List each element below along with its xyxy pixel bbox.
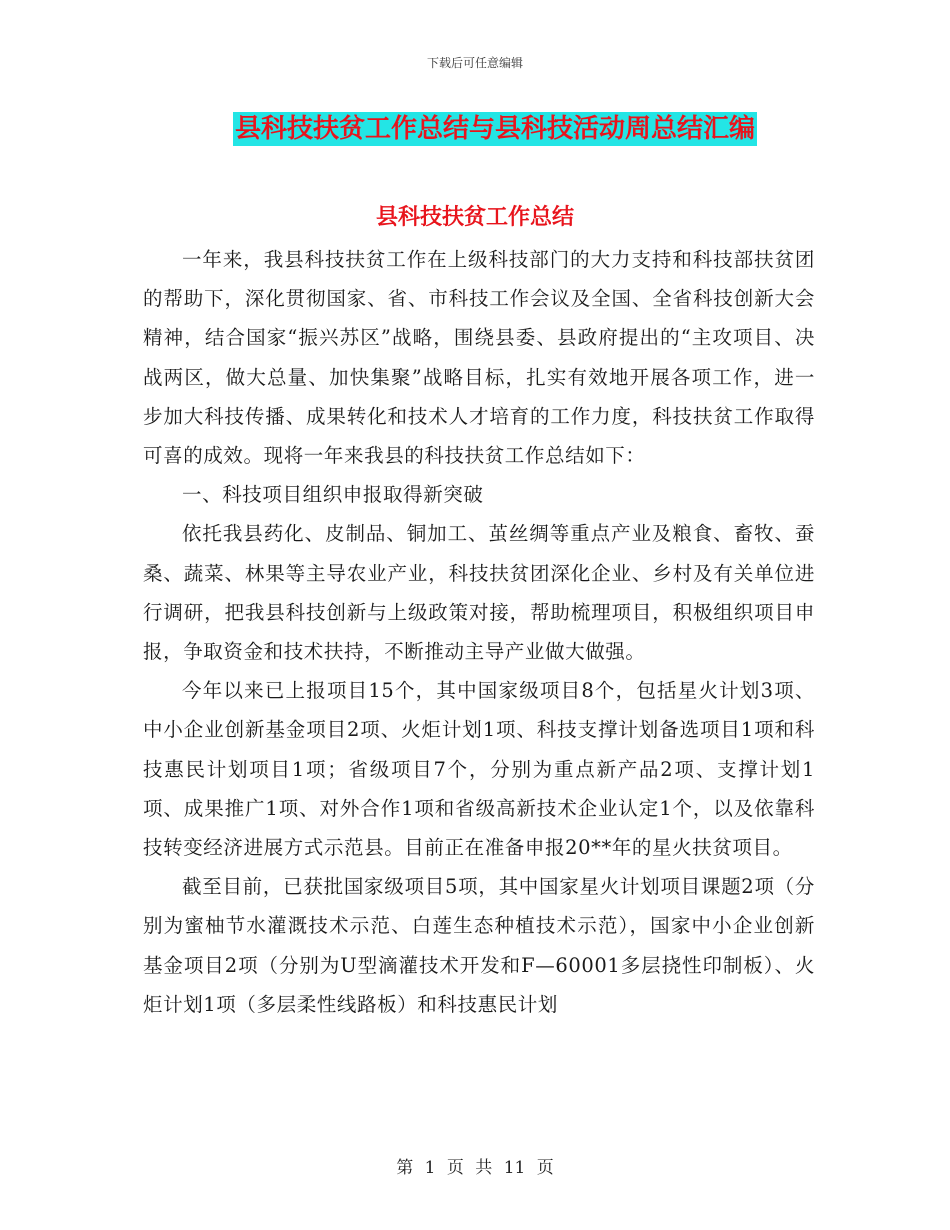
page-header-note: 下载后可任意编辑 [426,56,523,70]
paragraph-industries: 依托我县药化、皮制品、铜加工、茧丝绸等重点产业及粮食、畜牧、蚕桑、蔬菜、林果等主导农业产业，科技扶贫团深化企业、乡村及有关单位进行调研，把我县科技创新与上级政策对接，帮助梳理项目，积极组织项目申报，争取资金和技术扶持，不断推动主导产业做大做强。 [143,522,815,664]
page-footer: 第 1 页 共 11 页 [396,1158,554,1178]
paragraph-projects-approved: 截至目前，已获批国家级项目5项，其中国家星火计划项目课题2项（分别为蜜柚节水灌溉技术示范、白莲生态种植技术示范），国家中小企业创新基金项目2项（分别为U型滴灌技术开发和F—60001多层挠性印制板）、火炬计划1项（多层柔性线路板）和科技惠民计划 [143,875,815,1016]
paragraph-projects-reported: 今年以来已上报项目15个，其中国家级项目8个，包括星火计划3项、中小企业创新基金项目2项、火炬计划1项、科技支撑计划备选项目1项和科技惠民计划项目1项；省级项目7个，分别为重点新产品2项、支撑计划1项、成果推广1项、对外合作1项和省级高新技术企业认定1个，以及依靠科技转变经济进展方式示范县。目前正在准备申报20**年的星火扶贫项目。 [143,679,815,860]
document-main-title: 县科技扶贫工作总结与县科技活动周总结汇编 [235,114,756,144]
subheading-1: 一、科技项目组织申报取得新突破 [182,483,484,507]
section-title: 县科技扶贫工作总结 [375,204,574,230]
paragraph-intro: 一年来，我县科技扶贫工作在上级科技部门的大力支持和科技部扶贫团的帮助下，深化贯彻国家、省、市科技工作会议及全国、全省科技创新大会精神，结合国家“振兴苏区”战略，围绕县委、县政府提出的“主攻项目、决战两区，做大总量、加快集聚”战略目标，扎实有效地开展各项工作，进一步加大科技传播、成果转化和技术人才培育的工作力度，科技扶贫工作取得可喜的成效。现将一年来我县的科技扶贫工作总结如下： [143,248,815,468]
document-body [143,240,815,1024]
